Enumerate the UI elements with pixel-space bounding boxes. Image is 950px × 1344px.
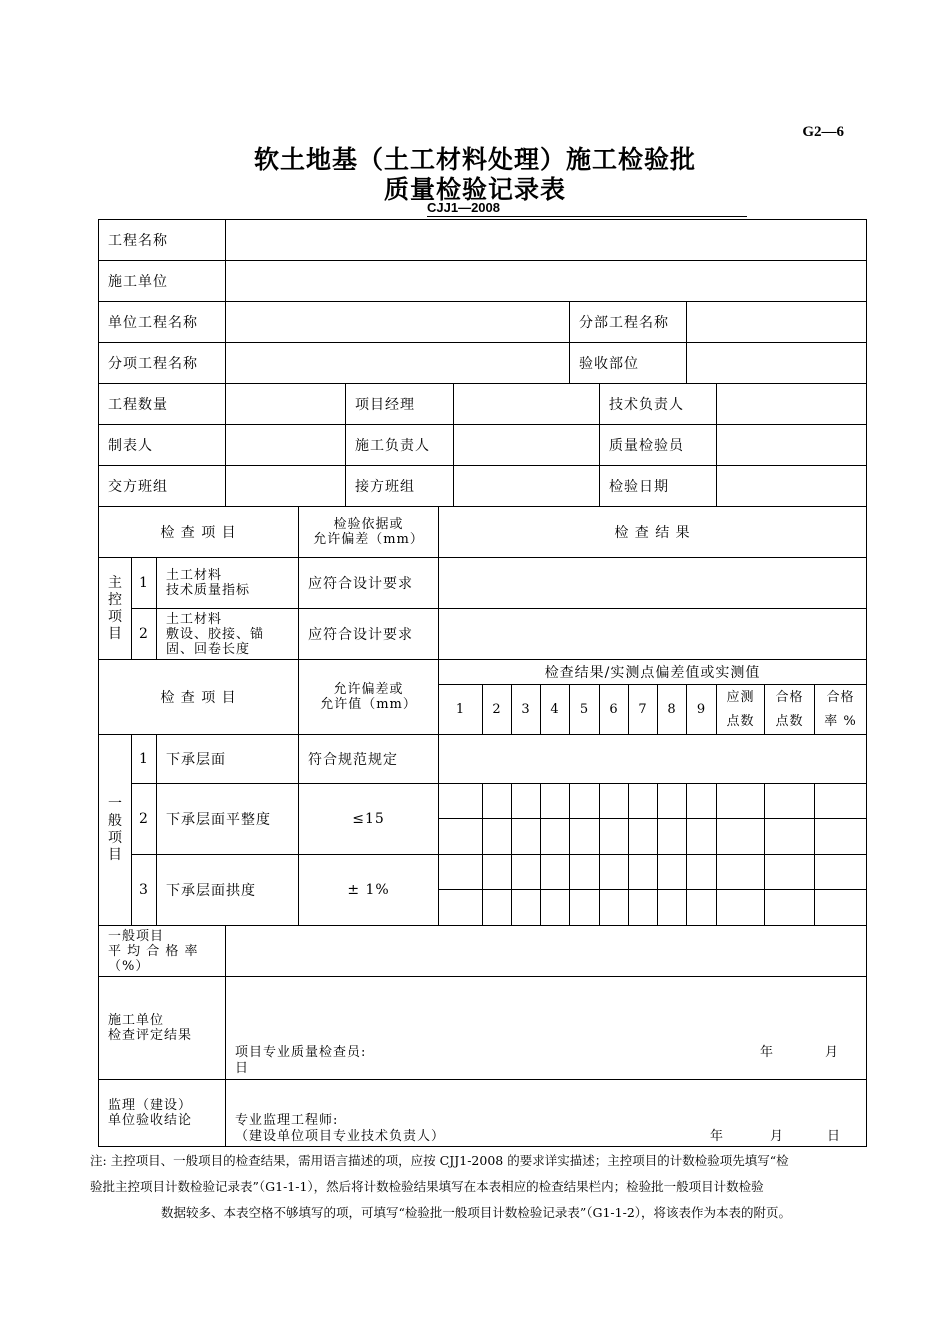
main-row-2-basis: 应符合设计要求	[299, 609, 439, 660]
general-row-1-no: 1	[132, 735, 157, 784]
label-unit-project: 单位工程名称	[99, 302, 226, 343]
general-row-2-name: 下承层面平整度	[157, 784, 299, 855]
measure-cell[interactable]	[815, 890, 867, 926]
main-row-2-result-field[interactable]	[439, 609, 867, 660]
project-manager-field[interactable]	[454, 384, 600, 425]
supervision-label-line1: 监理（建设）	[108, 1098, 193, 1113]
supervision-label	[99, 1080, 226, 1147]
measure-cell[interactable]	[765, 890, 815, 926]
supervision-year: 年	[710, 1129, 725, 1144]
main-col-basis-line2: 允许偏差（mm）	[313, 532, 424, 547]
main-col-basis-header	[299, 507, 439, 558]
handover-team-field[interactable]	[226, 466, 346, 507]
evaluation-month: 月	[825, 1045, 840, 1060]
main-col-item-header: 检 查 项 目	[99, 507, 299, 558]
footnote	[90, 1148, 862, 1226]
label-construction-lead: 施工负责人	[346, 425, 454, 466]
point-header-7: 7	[629, 685, 658, 735]
construction-unit-field[interactable]	[226, 261, 867, 302]
measure-cell[interactable]	[717, 855, 765, 890]
supervision-day: 日	[827, 1129, 842, 1144]
main-row-1-name	[157, 558, 299, 609]
avg-pass-rate-label	[99, 926, 226, 977]
measure-cell[interactable]	[512, 890, 541, 926]
point-header-1: 1	[439, 685, 483, 735]
general-row-2-no: 2	[132, 784, 157, 855]
general-row-1-allow: 符合规范规定	[299, 735, 439, 784]
measure-cell[interactable]	[687, 855, 717, 890]
main-col-result-header: 检 查 结 果	[439, 507, 867, 558]
main-items-group-text: 主控项目	[108, 574, 123, 642]
point-header-3: 3	[512, 685, 541, 735]
footnote-line3: 数据较多、本表空格不够填写的项，可填写“检验批一般项目计数检验记录表”（G1-1-2），将该表作为本表的附页。	[160, 1205, 792, 1220]
supervision-engineer-label: 专业监理工程师:	[235, 1113, 339, 1128]
evaluation-field[interactable]	[226, 977, 867, 1080]
page-subtitle: 质量检验记录表	[383, 175, 566, 204]
measure-cell[interactable]	[600, 890, 629, 926]
measure-cell[interactable]	[717, 784, 765, 819]
construction-lead-field[interactable]	[454, 425, 600, 466]
general-items-group-label	[99, 735, 132, 926]
measure-cell[interactable]	[658, 855, 687, 890]
general-row-1-name: 下承层面	[157, 735, 299, 784]
measure-cell[interactable]	[439, 784, 483, 819]
label-item-project: 分项工程名称	[99, 343, 226, 384]
receiving-team-field[interactable]	[454, 466, 600, 507]
general-row-1-result-field[interactable]	[439, 735, 867, 784]
main-row-1-basis: 应符合设计要求	[299, 558, 439, 609]
point-header-5: 5	[570, 685, 600, 735]
measure-cell[interactable]	[570, 855, 600, 890]
avg-pass-rate-line2: 平 均 合 格 率	[108, 943, 199, 959]
main-row-2-name-line2: 敷设、胶接、锚	[166, 626, 265, 642]
form-code: G2—6	[802, 124, 844, 140]
main-row-2-name-line3: 固、回卷长度	[166, 641, 251, 657]
pass-count-header	[765, 685, 815, 735]
measure-cell[interactable]	[483, 819, 512, 855]
measure-cell[interactable]	[483, 855, 512, 890]
measure-cell[interactable]	[658, 819, 687, 855]
general-col-results-header: 检查结果/实测点偏差值或实测值	[439, 660, 867, 685]
measure-cell[interactable]	[512, 819, 541, 855]
pass-rate-line1: 合格	[826, 689, 855, 705]
general-row-3-allow: ± 1%	[299, 855, 439, 926]
item-project-field[interactable]	[226, 343, 570, 384]
measure-cell[interactable]	[658, 784, 687, 819]
sub-project-field[interactable]	[687, 302, 867, 343]
measure-cell[interactable]	[717, 819, 765, 855]
avg-pass-rate-field[interactable]	[226, 926, 867, 977]
label-tech-lead: 技术负责人	[600, 384, 717, 425]
measure-cell[interactable]	[570, 890, 600, 926]
main-col-basis-line1: 检验依据或	[333, 517, 404, 532]
point-header-9: 9	[687, 685, 717, 735]
pass-rate-header	[815, 685, 867, 735]
main-row-1-name-line1: 土工材料	[166, 568, 223, 583]
footnote-line2: 验批主控项目计数检验记录表”（G1-1-1），然后将计数检验结果填写在本表相应的检查结果栏内；检验批一般项目计数检验	[90, 1179, 764, 1194]
label-receiving-team: 接方班组	[346, 466, 454, 507]
tech-lead-field[interactable]	[717, 384, 867, 425]
point-header-2: 2	[483, 685, 512, 735]
label-quantity: 工程数量	[99, 384, 226, 425]
measure-cell[interactable]	[600, 819, 629, 855]
supervision-month: 月	[770, 1129, 785, 1144]
general-row-2-allow: ≤15	[299, 784, 439, 855]
standard-code: CJJ1—2008	[427, 200, 747, 217]
measure-cell[interactable]	[629, 855, 658, 890]
measure-cell[interactable]	[541, 819, 570, 855]
measure-cell[interactable]	[439, 819, 483, 855]
project-name-field[interactable]	[226, 220, 867, 261]
measure-cell[interactable]	[815, 784, 867, 819]
label-inspection-date: 检验日期	[600, 466, 717, 507]
main-row-2-name-line1: 土工材料	[166, 611, 223, 627]
main-row-2-no: 2	[132, 609, 157, 660]
measure-cell[interactable]	[687, 784, 717, 819]
inspection-form-table	[98, 219, 867, 1147]
pass-rate-line2: 率 %	[824, 713, 857, 729]
evaluation-label	[99, 977, 226, 1080]
measure-cell[interactable]	[439, 855, 483, 890]
main-row-1-name-line2: 技术质量指标	[166, 583, 251, 598]
main-row-2-name	[157, 609, 299, 660]
measure-cell[interactable]	[629, 819, 658, 855]
label-construction-unit: 施工单位	[99, 261, 226, 302]
should-measure-line1: 应测	[726, 689, 755, 705]
measure-cell[interactable]	[483, 784, 512, 819]
label-preparer: 制表人	[99, 425, 226, 466]
general-row-3-no: 3	[132, 855, 157, 926]
point-header-4: 4	[541, 685, 570, 735]
measure-cell[interactable]	[570, 784, 600, 819]
measure-cell[interactable]	[541, 855, 570, 890]
measure-cell[interactable]	[717, 890, 765, 926]
measure-cell[interactable]	[658, 890, 687, 926]
measure-cell[interactable]	[570, 819, 600, 855]
quality-inspector-field[interactable]	[717, 425, 867, 466]
supervision-field[interactable]	[226, 1080, 867, 1147]
quantity-field[interactable]	[226, 384, 346, 425]
measure-cell[interactable]	[541, 784, 570, 819]
measure-cell[interactable]	[815, 819, 867, 855]
pass-count-line2: 点数	[775, 713, 804, 729]
label-project-manager: 项目经理	[346, 384, 454, 425]
evaluation-inspector-label: 项目专业质量检查员:	[235, 1045, 367, 1060]
inspection-date-field[interactable]	[717, 466, 867, 507]
main-row-1-no: 1	[132, 558, 157, 609]
measure-cell[interactable]	[765, 784, 815, 819]
label-sub-project: 分部工程名称	[570, 302, 687, 343]
preparer-field[interactable]	[226, 425, 346, 466]
measure-cell[interactable]	[629, 890, 658, 926]
page-title: 软土地基（土工材料处理）施工检验批	[253, 145, 696, 174]
general-col-item-header: 检 查 项 目	[99, 660, 299, 735]
general-col-allow-line1: 允许偏差或	[333, 682, 404, 697]
avg-pass-rate-line1: 一般项目	[108, 928, 165, 944]
general-items-group-text: 一般项目	[108, 796, 123, 863]
footnote-line1: 注: 主控项目、一般项目的检查结果，需用语言描述的项，应按 CJJ1-2008 的要求详实描述；主控项目的计数检验项先填写“检	[90, 1153, 789, 1168]
general-col-allow-line2: 允许值（mm）	[320, 697, 417, 712]
general-col-allow-header	[299, 660, 439, 735]
general-row-3-name: 下承层面拱度	[157, 855, 299, 926]
measure-cell[interactable]	[483, 890, 512, 926]
point-header-8: 8	[658, 685, 687, 735]
measure-cell[interactable]	[439, 890, 483, 926]
main-row-1-result-field[interactable]	[439, 558, 867, 609]
measure-cell[interactable]	[600, 855, 629, 890]
unit-project-field[interactable]	[226, 302, 570, 343]
measure-cell[interactable]	[512, 784, 541, 819]
measure-cell[interactable]	[687, 890, 717, 926]
measure-cell[interactable]	[600, 784, 629, 819]
measure-cell[interactable]	[765, 855, 815, 890]
label-handover-team: 交方班组	[99, 466, 226, 507]
measure-cell[interactable]	[815, 855, 867, 890]
supervision-owner-label: （建设单位项目专业技术负责人）	[235, 1129, 446, 1144]
should-measure-header	[717, 685, 765, 735]
acceptance-part-field[interactable]	[687, 343, 867, 384]
evaluation-label-line2: 检查评定结果	[108, 1028, 193, 1043]
should-measure-line2: 点数	[726, 713, 755, 729]
measure-cell[interactable]	[541, 890, 570, 926]
main-items-group-label	[99, 558, 132, 660]
point-header-6: 6	[600, 685, 629, 735]
label-quality-inspector: 质量检验员	[600, 425, 717, 466]
evaluation-year: 年	[760, 1045, 775, 1060]
avg-pass-rate-line3: （%）	[108, 958, 150, 974]
supervision-label-line2: 单位验收结论	[108, 1113, 193, 1128]
evaluation-day: 日	[235, 1061, 250, 1076]
measure-cell[interactable]	[765, 819, 815, 855]
measure-cell[interactable]	[687, 819, 717, 855]
label-acceptance-part: 验收部位	[570, 343, 687, 384]
measure-cell[interactable]	[629, 784, 658, 819]
label-project-name: 工程名称	[99, 220, 226, 261]
pass-count-line1: 合格	[775, 689, 804, 705]
measure-cell[interactable]	[512, 855, 541, 890]
evaluation-label-line1: 施工单位	[108, 1013, 165, 1028]
